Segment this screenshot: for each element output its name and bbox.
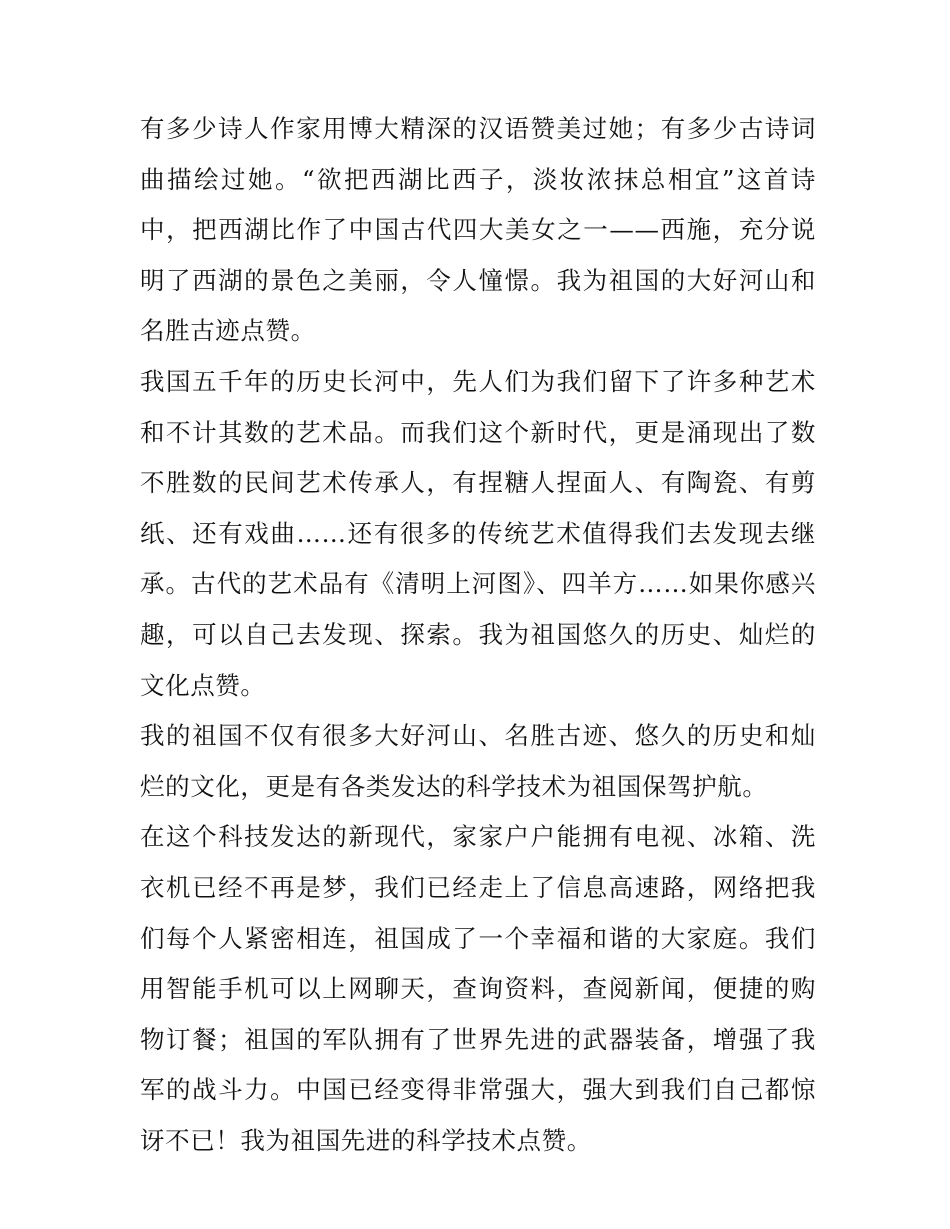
- paragraph-history-art: 我国五千年的历史长河中，先人们为我们留下了许多种艺术和不计其数的艺术品。而我们这个新时代，更是涌现出了数不胜数的民间艺术传承人，有捏糖人捏面人、有陶瓷、有剪纸、还有戏曲……还有很多的传统艺术值得我们去发现去继承。古代的艺术品有《清明上河图》、四羊方……如果你感兴趣，可以自己去发现、探索。我为祖国悠久的历史、灿烂的文化点赞。: [140, 366, 816, 700]
- document-body: [140, 104, 816, 1166]
- paragraph-transition: 我的祖国不仅有很多大好河山、名胜古迹、悠久的历史和灿烂的文化，更是有各类发达的科学技术为祖国保驾护航。: [140, 721, 816, 801]
- paragraph-scenery: 有多少诗人作家用博大精深的汉语赞美过她；有多少古诗词曲描绘过她。“欲把西湖比西子，淡妆浓抹总相宜”这首诗中，把西湖比作了中国古代四大美女之一——西施，充分说明了西湖的景色之美丽，令人憧憬。我为祖国的大好河山和名胜古迹点赞。: [140, 114, 816, 346]
- paragraph-technology: 在这个科技发达的新现代，家家户户能拥有电视、冰箱、洗衣机已经不再是梦，我们已经走上了信息高速路，网络把我们每个人紧密相连，祖国成了一个幸福和谐的大家庭。我们用智能手机可以上网聊天，查询资料，查阅新闻，便捷的购物订餐；祖国的军队拥有了世界先进的武器装备，增强了我军的战斗力。中国已经变得非常强大，强大到我们自己都惊讶不已！我为祖国先进的科学技术点赞。: [140, 822, 816, 1155]
